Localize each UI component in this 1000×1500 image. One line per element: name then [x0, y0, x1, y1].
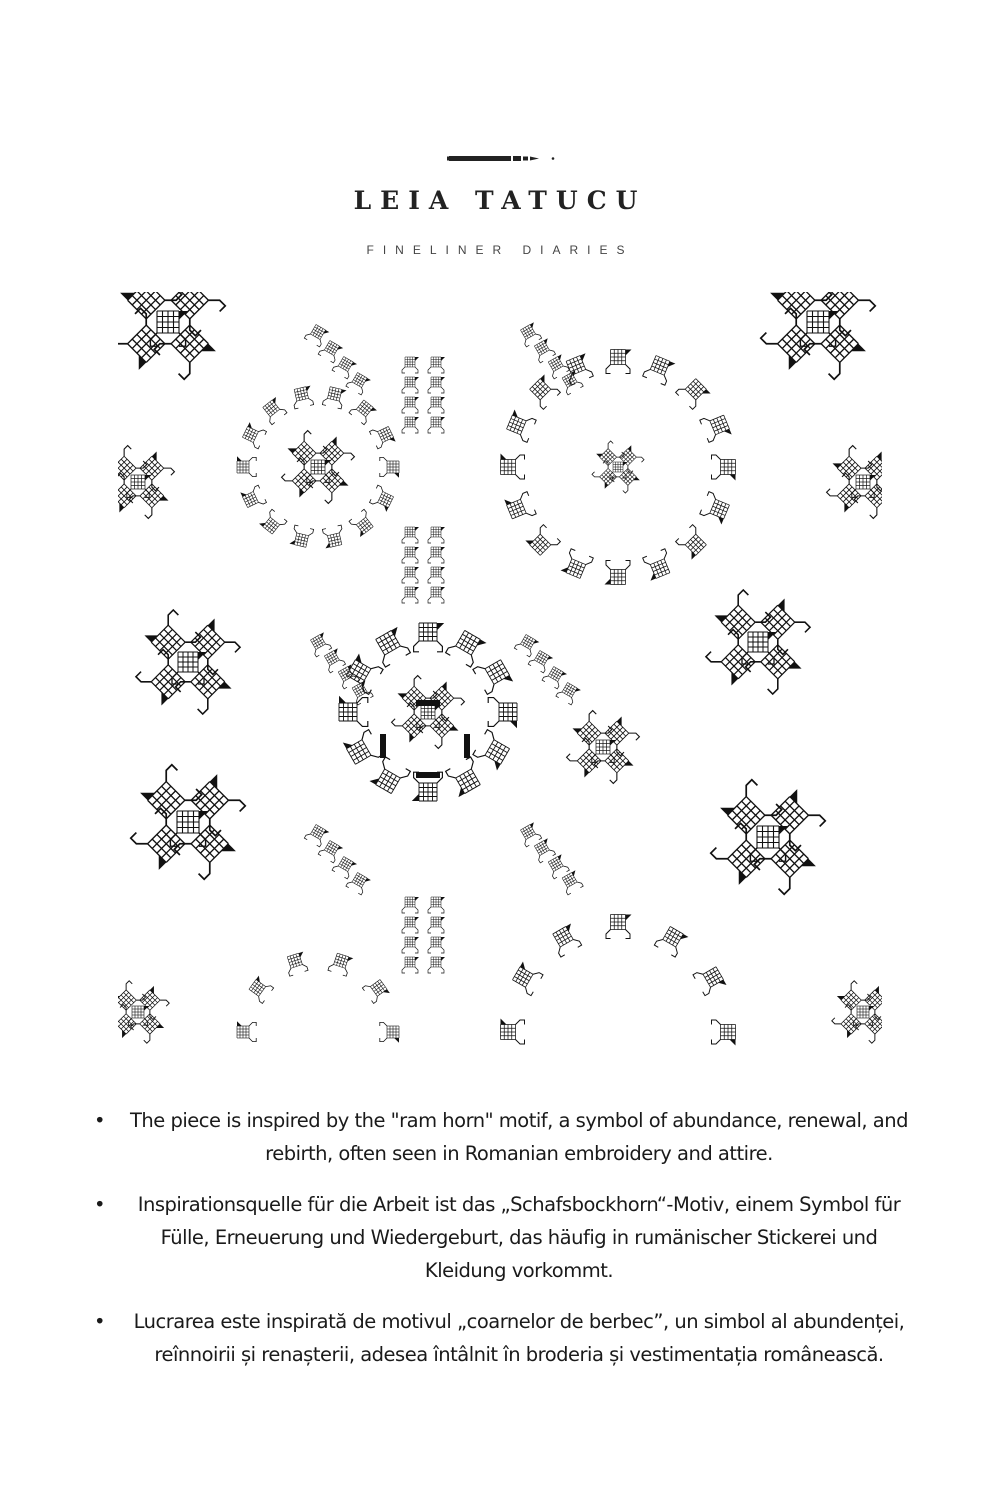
- ram-horn-pattern-artwork: [118, 292, 882, 1055]
- stitch-motif: [129, 808, 191, 870]
- stitch-motif: [140, 763, 202, 825]
- stitch-motif: [573, 709, 612, 748]
- stitch-motif: [186, 618, 242, 674]
- stitch-motif: [259, 509, 287, 537]
- stitch-motif: [304, 323, 329, 348]
- stitch-motif: [833, 444, 872, 483]
- stitch-motif: [348, 509, 376, 537]
- stitch-motif: [318, 339, 343, 364]
- stitch-motif: [561, 548, 594, 580]
- stitch-motif: [128, 1006, 148, 1025]
- stitch-motif: [288, 429, 327, 468]
- stitch-motif: [291, 386, 315, 409]
- stitch-motif: [304, 823, 329, 848]
- stitch-motif: [322, 386, 346, 409]
- stitch-motif: [641, 549, 674, 581]
- stitch-motif: [709, 823, 771, 885]
- stitch-motif: [428, 397, 445, 413]
- stitch-motif: [720, 778, 782, 840]
- stitch-motif: [526, 374, 561, 409]
- stitch-motif: [714, 588, 770, 644]
- stitch-motif: [862, 986, 882, 1020]
- stitch-motif: [186, 774, 248, 836]
- stitch-motif: [594, 745, 633, 784]
- stitch-motif: [712, 455, 736, 481]
- note-german: [90, 1188, 920, 1287]
- stitch-motif: [144, 608, 200, 664]
- stitch-motif: [343, 728, 383, 769]
- stitch-motif: [390, 703, 429, 742]
- stitch-motif: [528, 649, 553, 674]
- medallion-bar: [416, 700, 440, 706]
- stitch-motif: [237, 1021, 256, 1041]
- bullet-icon: •: [94, 1193, 106, 1216]
- stitch-motif: [172, 652, 206, 684]
- stitch-motif: [675, 525, 710, 560]
- note-text: Lucrarea este inspirată de motivul „coarnelor de berbec”, un simbol al abundenței, reînnoirii și renașterii, adesea întâlnit în broderia și vestimentația românească.: [133, 1310, 905, 1366]
- stitch-motif: [150, 311, 187, 346]
- medallion-bar: [380, 734, 386, 758]
- stitch-motif: [742, 632, 776, 664]
- note-text: The piece is inspired by the "ram horn" motif, a symbol of abundance, renewal, and rebirth, often seen in Romanian embroidery and attire.: [130, 1109, 908, 1165]
- stitch-motif: [861, 452, 882, 491]
- stitch-motif: [428, 357, 445, 373]
- stitch-motif: [654, 924, 688, 958]
- stitch-motif: [446, 628, 487, 668]
- stitch-motif: [131, 1011, 165, 1045]
- bullet-icon: •: [94, 1109, 106, 1132]
- stitch-motif: [136, 452, 175, 491]
- stitch-motif: [419, 710, 458, 749]
- stitch-motif: [510, 962, 544, 996]
- stitch-motif: [488, 698, 517, 729]
- stitch-motif: [505, 410, 537, 443]
- stitch-motif: [712, 1020, 736, 1046]
- stitch-motif: [428, 937, 445, 953]
- stitch-motif: [118, 444, 147, 483]
- stitch-motif: [414, 623, 445, 652]
- stitch-motif: [240, 484, 266, 511]
- stitch-motif: [514, 633, 539, 658]
- stitch-motif: [754, 835, 816, 897]
- stitch-motif: [402, 957, 419, 973]
- fineliner-pen-icon: [447, 152, 557, 164]
- bullet-icon: •: [94, 1310, 106, 1333]
- stitch-motif: [428, 957, 445, 973]
- stitch-motif: [825, 473, 864, 512]
- stitch-motif: [332, 855, 357, 880]
- stitch-motif: [746, 640, 802, 696]
- stitch-motif: [756, 598, 812, 654]
- stitch-motif: [428, 897, 445, 913]
- stitch-motif: [309, 465, 348, 504]
- stitch-motif: [816, 292, 878, 336]
- stitch-motif: [556, 681, 581, 706]
- stitch-motif: [596, 440, 624, 468]
- stitch-motif: [428, 527, 445, 543]
- stitch-motif: [318, 839, 343, 864]
- stitch-motif: [127, 475, 151, 497]
- stitch-motif: [174, 820, 236, 882]
- stitch-motif: [501, 1019, 525, 1045]
- stitch-motif: [402, 567, 419, 583]
- stitch-motif: [617, 445, 645, 473]
- stitch-motif: [402, 417, 419, 433]
- stitch-motif: [700, 411, 732, 444]
- stitch-motif: [854, 480, 882, 519]
- stitch-motif: [852, 475, 876, 497]
- stitch-motif: [402, 897, 419, 913]
- stitch-motif: [402, 397, 419, 413]
- stitch-motif: [559, 870, 584, 895]
- stitch-motif: [770, 292, 832, 324]
- stitch-motif: [804, 320, 866, 382]
- note-english: [90, 1104, 920, 1170]
- stitch-motif: [831, 1005, 865, 1039]
- stitch-motif: [137, 986, 171, 1020]
- stitch-motif: [612, 466, 640, 494]
- stitch-motif: [428, 417, 445, 433]
- brand-tagline: FINELINER DIARIES: [366, 243, 634, 257]
- stitch-motif: [307, 460, 331, 482]
- stitch-motif: [766, 789, 828, 851]
- stitch-motif: [504, 490, 536, 523]
- stitch-motif: [284, 952, 309, 977]
- stitch-motif: [289, 525, 313, 548]
- stitch-motif: [676, 375, 711, 410]
- stitch-motif: [344, 653, 384, 694]
- stitch-motif: [606, 350, 632, 374]
- stitch-motif: [402, 547, 419, 563]
- stitch-motif: [428, 587, 445, 603]
- stitch-motif: [428, 377, 445, 393]
- stitch-motif: [800, 311, 837, 346]
- stitch-motif: [369, 756, 410, 796]
- stitch-motif: [565, 738, 604, 777]
- stitch-motif: [402, 917, 419, 933]
- stitch-motif: [591, 461, 619, 489]
- stitch-motif: [176, 660, 232, 716]
- medallion-bar: [464, 734, 470, 758]
- stitch-motif: [428, 567, 445, 583]
- stitch-motif: [316, 437, 355, 476]
- note-text: Inspirationsquelle für die Arbeit ist das „Schafsbockhorn“-Motiv, einem Symbol für Fülle, Erneuerung und Wiedergeburt, das häufig in rumänischer Stickerei und Kleidung vorkommt.: [137, 1193, 901, 1282]
- stitch-motif: [380, 457, 399, 477]
- stitch-motif: [610, 462, 627, 478]
- stitch-motif: [501, 454, 525, 480]
- stitch-motif: [759, 308, 821, 370]
- stitch-motif: [837, 980, 871, 1014]
- stitch-motif: [241, 422, 267, 449]
- stitch-motif: [120, 292, 182, 324]
- stitch-motif: [402, 377, 419, 393]
- stitch-motif: [699, 492, 731, 525]
- stitch-motif: [247, 976, 275, 1004]
- stitch-motif: [362, 977, 390, 1005]
- stitch-motif: [346, 371, 371, 396]
- stitch-motif: [328, 952, 353, 977]
- stitch-motif: [339, 696, 368, 727]
- stitch-motif: [346, 871, 371, 896]
- stitch-motif: [592, 740, 616, 762]
- stitch-motif: [549, 923, 583, 957]
- stitch-motif: [542, 665, 567, 690]
- stitch-motif: [444, 757, 485, 797]
- stitch-motif: [154, 320, 216, 382]
- medallion-bar: [416, 772, 440, 778]
- stitch-motif: [402, 587, 419, 603]
- stitch-motif: [332, 355, 357, 380]
- stitch-motif: [750, 826, 787, 861]
- stitch-motif: [643, 354, 676, 386]
- stitch-motif: [134, 650, 190, 706]
- stitch-motif: [398, 674, 437, 713]
- stitch-motif: [417, 705, 441, 727]
- stitch-motif: [525, 524, 560, 559]
- stitch-motif: [129, 480, 168, 519]
- brand-name: LEIA TATUCU: [353, 186, 647, 215]
- stitch-motif: [237, 456, 256, 476]
- stitch-motif: [380, 1022, 399, 1042]
- stitch-motif: [704, 630, 760, 686]
- stitch-motif: [118, 473, 140, 512]
- stitch-motif: [349, 398, 377, 426]
- stitch-motif: [321, 525, 345, 548]
- stitch-motif: [606, 915, 632, 939]
- stitch-motif: [402, 937, 419, 953]
- stitch-motif: [170, 811, 207, 846]
- stitch-motif: [371, 627, 412, 667]
- stitch-motif: [472, 730, 512, 771]
- stitch-motif: [260, 397, 288, 425]
- notes-list: [90, 1104, 920, 1389]
- stitch-motif: [402, 527, 419, 543]
- stitch-motif: [473, 655, 513, 696]
- stitch-motif: [166, 292, 228, 336]
- stitch-motif: [428, 917, 445, 933]
- stitch-motif: [428, 547, 445, 563]
- stitch-motif: [280, 458, 319, 497]
- stitch-motif: [693, 963, 727, 997]
- note-romanian: [90, 1305, 920, 1371]
- stitch-motif: [601, 717, 640, 756]
- stitch-motif: [605, 561, 631, 585]
- stitch-motif: [402, 357, 419, 373]
- stitch-motif: [369, 485, 395, 512]
- stitch-motif: [370, 423, 396, 450]
- stitch-motif: [853, 1006, 873, 1025]
